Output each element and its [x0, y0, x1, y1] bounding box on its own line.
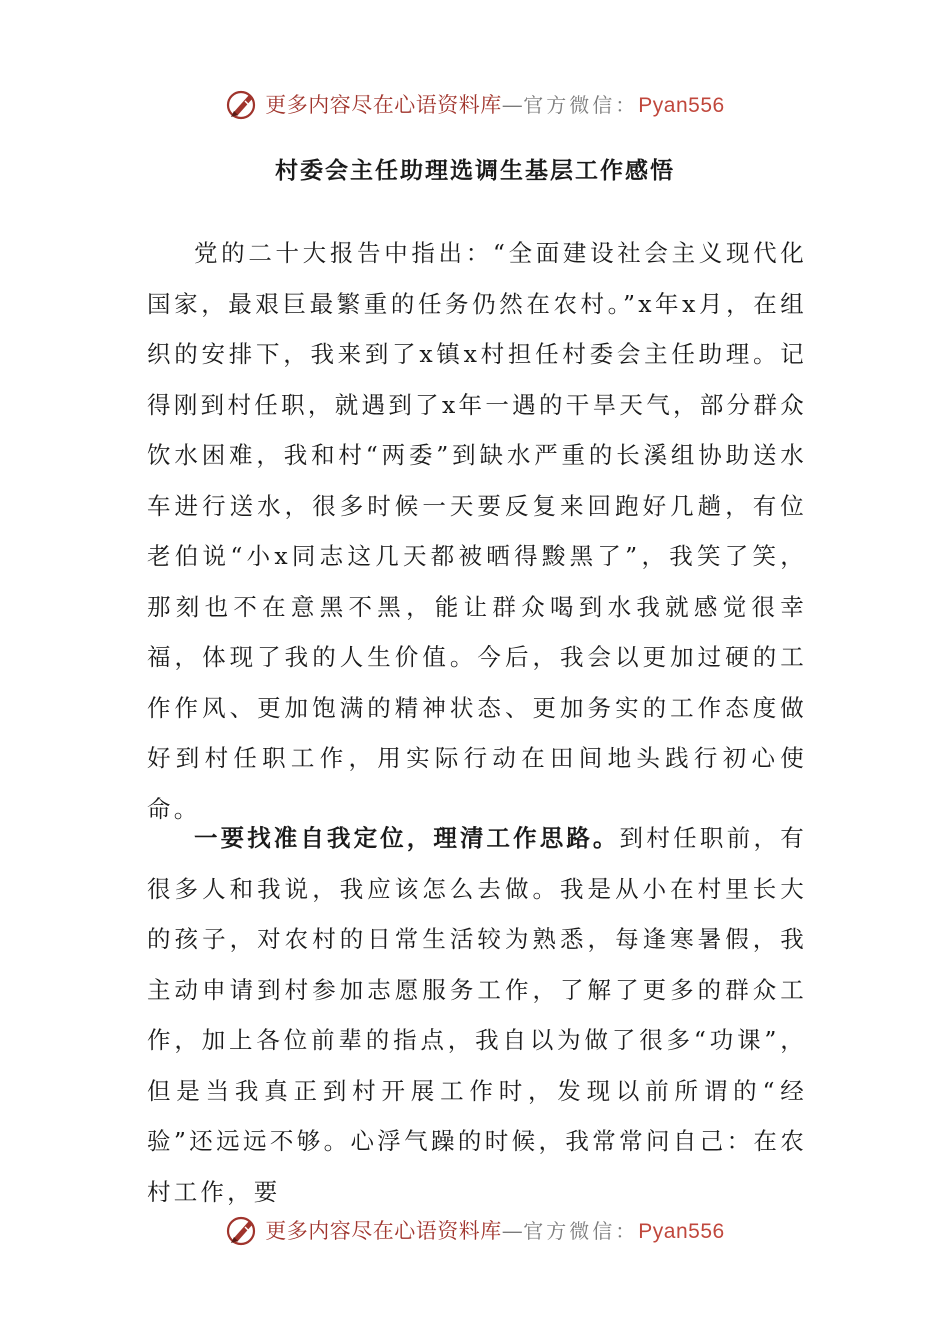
watermark-separator: —	[501, 93, 524, 117]
section-heading: 一要找准自我定位，理清工作思路。	[194, 824, 620, 852]
watermark-header	[0, 84, 950, 124]
paragraph-section-1	[147, 813, 807, 1217]
watermark-text: 更多内容尽在心语资料库	[265, 93, 502, 117]
wechat-label: 官方微信：	[523, 1219, 639, 1243]
pen-logo-icon	[225, 1213, 259, 1247]
watermark-text-group	[265, 89, 724, 119]
watermark-footer	[0, 1210, 950, 1250]
wechat-id: Pyan556	[638, 1220, 725, 1243]
watermark-text: 更多内容尽在心语资料库	[265, 1219, 502, 1243]
watermark-text-group	[265, 1215, 724, 1245]
paragraph-intro: 党的二十大报告中指出：“全面建设社会主义现代化国家，最艰巨最繁重的任务仍然在农村。”x年x月，在组织的安排下，我来到了x镇x村担任村委会主任助理。记得刚到村任职，就遇到了x年一遇的干旱天气，部分群众饮水困难，我和村“两委”到缺水严重的长溪组协助送水车进行送水，很多时候一天要反复来回跑好几趟，有位老伯说“小x同志这几天都被晒得黢黑了”，我笑了笑，那刻也不在意黑不黑，能让群众喝到水我就感觉很幸福，体现了我的人生价值。今后，我会以更加过硬的工作作风、更加饱满的精神状态、更加务实的工作态度做好到村任职工作，用实际行动在田间地头践行初心使命。	[147, 239, 807, 823]
document-title: 村委会主任助理选调生基层工作感悟	[275, 158, 675, 184]
wechat-label: 官方微信：	[523, 93, 639, 117]
wechat-id: Pyan556	[638, 94, 725, 117]
section-body: 到村任职前，有很多人和我说，我应该怎么去做。我是从小在村里长大的孩子，对农村的日常生活较为熟悉，每逢寒暑假，我主动申请到村参加志愿服务工作，了解了更多的群众工作，加上各位前辈的指点，我自以为做了很多“功课”，但是当我真正到村开展工作时，发现以前所谓的“经验”还远远不够。心浮气躁的时候，我常常问自己：在农村工作，要	[147, 824, 808, 1206]
pen-logo-icon	[225, 87, 259, 121]
watermark-separator: —	[501, 1219, 524, 1243]
